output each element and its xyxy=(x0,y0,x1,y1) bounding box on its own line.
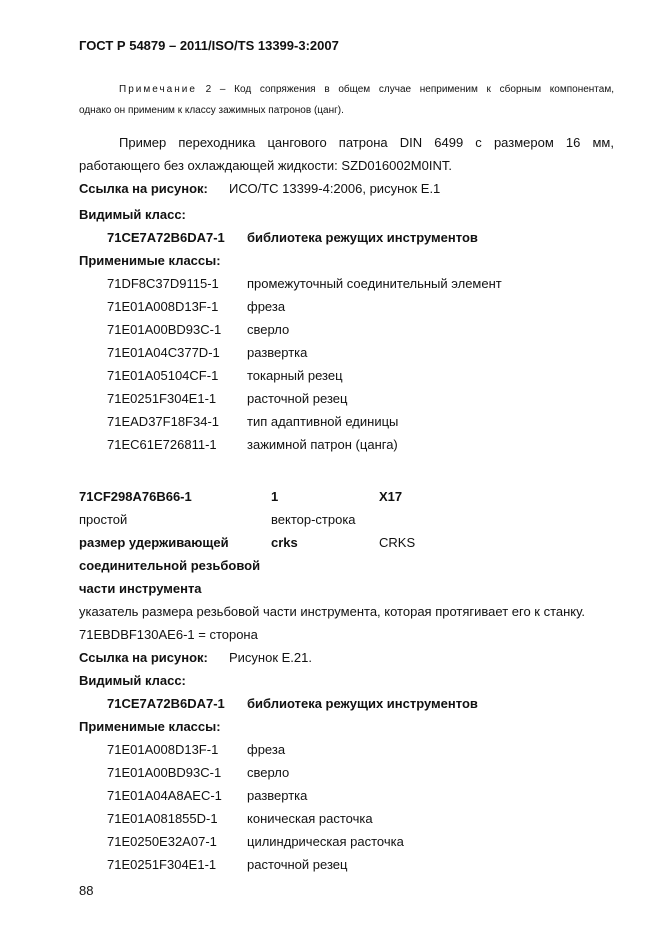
note-line-1 xyxy=(79,79,614,100)
visible-class-desc-2: библиотека режущих инструментов xyxy=(247,696,478,711)
example-line-2: работающего без охлаждающей жидкости: SZD016002M0INT. xyxy=(79,158,452,173)
note-text-1: 2 – Код сопряжения в общем случае неприменим к сборным компонентам, xyxy=(196,84,614,95)
class-code: 71E01A04C377D-1 xyxy=(107,345,220,360)
applicable-classes-label-1: Применимые классы: xyxy=(79,253,221,268)
visible-class-label-2: Видимый класс: xyxy=(79,673,186,688)
class-code: 71E01A00BD93C-1 xyxy=(107,765,222,780)
class-desc: промежуточный соединительный элемент xyxy=(247,276,502,291)
class-code: 71EAD37F18F34-1 xyxy=(107,414,220,429)
class-code: 71E01A00BD93C-1 xyxy=(107,322,222,337)
class-code: 71E01A081855D-1 xyxy=(107,811,218,826)
note-label: Примечание xyxy=(119,84,197,95)
class-desc: токарный резец xyxy=(247,368,343,383)
class-desc: фреза xyxy=(247,299,286,314)
class-desc: расточной резец xyxy=(247,391,348,406)
class-code: 71E0250E32A07-1 xyxy=(107,834,217,849)
class-code: 71E01A04A8AEC-1 xyxy=(107,788,222,803)
ref-label-1: Ссылка на рисунок: xyxy=(79,181,208,196)
class-code: 71E0251F304E1-1 xyxy=(107,391,217,406)
note-block xyxy=(79,79,614,121)
property-format: X17 xyxy=(379,489,403,504)
page-number: 88 xyxy=(79,883,94,898)
class-code: 71E01A05104CF-1 xyxy=(107,368,219,383)
class-desc: сверло xyxy=(247,765,290,780)
class-desc: развертка xyxy=(247,788,308,803)
property-name-line-2: соединительной резьбовой xyxy=(79,558,261,573)
class-desc: фреза xyxy=(247,742,286,757)
ref-value-2: Рисунок Е.21. xyxy=(229,650,312,665)
note-text-2: однако он применим к классу зажимных патронов (цанг). xyxy=(79,105,344,116)
class-code: 71E01A008D13F-1 xyxy=(107,742,219,757)
property-value-ref: 71EBDBF130AE6-1 = сторона xyxy=(79,627,258,642)
property-version: 1 xyxy=(271,489,279,504)
visible-class-desc-1: библиотека режущих инструментов xyxy=(247,230,478,245)
example-block xyxy=(79,131,614,177)
class-desc: расточной резец xyxy=(247,857,348,872)
class-desc: коническая расточка xyxy=(247,811,373,826)
class-code: 71E0251F304E1-1 xyxy=(107,857,217,872)
class-desc: развертка xyxy=(247,345,308,360)
class-code: 71EC61E726811-1 xyxy=(107,437,217,452)
ref-value-1: ИСО/ТС 13399-4:2006, рисунок Е.1 xyxy=(229,181,441,196)
property-symbol-upper: CRKS xyxy=(379,535,416,550)
visible-class-code-1: 71CE7A72B6DA7-1 xyxy=(107,230,225,245)
standard-header: ГОСТ Р 54879 – 2011/ISO/TS 13399-3:2007 xyxy=(79,38,339,53)
applicable-classes-label-2: Применимые классы: xyxy=(79,719,221,734)
class-code: 71E01A008D13F-1 xyxy=(107,299,219,314)
ref-label-2: Ссылка на рисунок: xyxy=(79,650,208,665)
class-desc: тип адаптивной единицы xyxy=(247,414,399,429)
class-code: 71DF8C37D9115-1 xyxy=(107,276,219,291)
property-type: простой xyxy=(79,512,128,527)
property-name-line-3: части инструмента xyxy=(79,581,202,596)
example-line-1: Пример переходника цангового патрона DIN 6499 с размером 16 мм, xyxy=(119,135,614,150)
class-desc: зажимной патрон (цанга) xyxy=(247,437,398,452)
class-desc: цилиндрическая расточка xyxy=(247,834,404,849)
property-name-line-1: размер удерживающей xyxy=(79,535,229,550)
property-symbol: crks xyxy=(271,535,298,550)
visible-class-code-2: 71CE7A72B6DA7-1 xyxy=(107,696,225,711)
visible-class-label-1: Видимый класс: xyxy=(79,207,186,222)
class-desc: сверло xyxy=(247,322,290,337)
property-definition: указатель размера резьбовой части инструмента, которая протягивает его к станку. xyxy=(79,604,585,619)
property-code: 71CF298A76B66-1 xyxy=(79,489,192,504)
property-datatype: вектор-строка xyxy=(271,512,356,527)
